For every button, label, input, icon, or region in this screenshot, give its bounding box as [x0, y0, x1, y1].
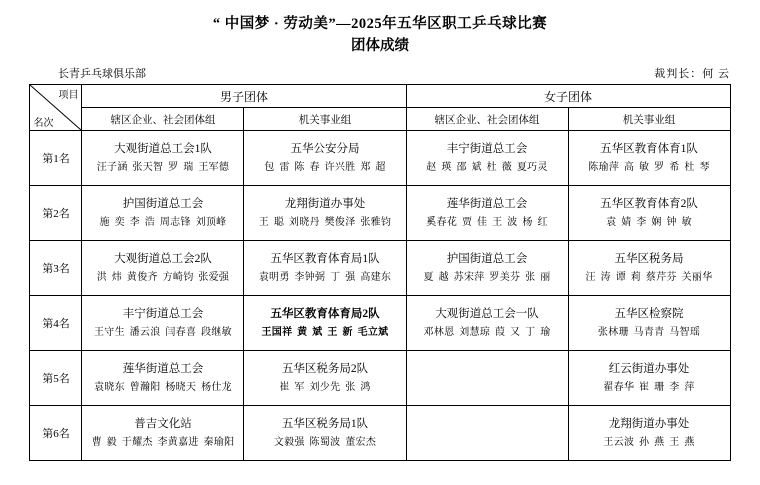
result-cell	[82, 406, 244, 461]
team-name: 大观街道总工会1队	[114, 143, 212, 155]
corner-header-project: 项目	[58, 90, 79, 101]
result-cell	[406, 186, 568, 241]
header-mens-government: 机关事业组	[244, 108, 406, 131]
player-list: 文毅强 陈蜀波 董宏杰	[273, 437, 377, 448]
team-name: 龙翔街道办事处	[284, 198, 366, 210]
rank-label: 第1名	[30, 131, 82, 186]
team-name: 五华区税务局2队	[281, 363, 369, 375]
rank-label: 第5名	[30, 351, 82, 406]
team-name: 红云街道办事处	[608, 363, 690, 375]
team-name: 五华公安分局	[290, 143, 360, 155]
team-name: 莲华街道总工会	[446, 198, 528, 210]
player-list: 赵 瑛 邵 斌 杜 薇 夏巧灵	[426, 162, 548, 173]
result-cell	[244, 296, 406, 351]
team-name: 五华区检察院	[614, 308, 684, 320]
team-name: 五华区税务局1队	[281, 418, 369, 430]
player-list: 汪 涛 谭 莉 蔡芹芬 关丽华	[585, 272, 713, 283]
team-name: 大观街道总工会一队	[435, 308, 539, 320]
player-list: 袁 婧 李 娴 钟 敏	[606, 217, 692, 228]
team-name: 莲华街道总工会	[122, 363, 204, 375]
result-cell	[244, 186, 406, 241]
player-list: 曹 毅 于耀杰 李黄嘉进 秦瑜阳	[91, 437, 235, 448]
rank-label: 第6名	[30, 406, 82, 461]
team-name: 五华区教育体育局1队	[270, 253, 380, 265]
result-cell	[82, 351, 244, 406]
table-row	[30, 241, 730, 296]
result-cell	[406, 296, 568, 351]
player-list: 崔 军 刘少先 张 鸿	[279, 382, 371, 393]
result-cell	[568, 351, 730, 406]
player-list: 施 奕 李 浩 周志锋 刘顶峰	[99, 217, 227, 228]
result-cell-empty	[406, 351, 568, 406]
header-womens-enterprise: 辖区企业、社会团体组	[406, 108, 568, 131]
table-row	[30, 186, 730, 241]
player-list: 王 聪 刘晓丹 樊俊泽 张雅钧	[258, 217, 392, 228]
player-list: 袁晓东 曾瀚阳 杨晓天 杨仕龙	[93, 382, 232, 393]
results-table	[29, 84, 730, 461]
result-cell	[244, 131, 406, 186]
player-list: 翟春华 崔 珊 李 萍	[603, 382, 695, 393]
result-cell	[568, 241, 730, 296]
team-name: 五华区税务局	[614, 253, 684, 265]
table-row	[30, 131, 730, 186]
player-list: 奚春花 贾 佳 王 波 杨 红	[426, 217, 548, 228]
result-cell	[82, 131, 244, 186]
player-list: 王云波 孙 燕 王 燕	[603, 437, 695, 448]
header-womens-group: 女子团体	[406, 85, 730, 108]
team-name: 五华区教育体育2队	[600, 198, 698, 210]
result-cell	[82, 296, 244, 351]
header-womens-government: 机关事业组	[568, 108, 730, 131]
document-subtitle: 团体成绩	[351, 38, 409, 54]
team-name: 护国街道总工会	[446, 253, 528, 265]
table-header-subgroup-row	[30, 108, 730, 131]
document-title: “ 中国梦 · 劳动美”—2025年五华区职工乒乓球比赛	[212, 16, 548, 32]
player-list: 袁明勇 李钟弼 丁 强 高建东	[258, 272, 392, 283]
player-list: 邓林恩 刘慧琼 葭 又 丁 瑜	[423, 327, 551, 338]
result-cell	[406, 241, 568, 296]
result-cell	[568, 406, 730, 461]
result-cell	[82, 186, 244, 241]
table-row	[30, 351, 730, 406]
header-mens-enterprise: 辖区企业、社会团体组	[82, 108, 244, 131]
player-list: 陈瑜萍 高 敏 罗 希 杜 琴	[588, 162, 710, 173]
result-cell	[244, 406, 406, 461]
team-name: 护国街道总工会	[122, 198, 204, 210]
referee-name: 裁判长：何 云	[654, 68, 730, 80]
table-row	[30, 296, 730, 351]
result-cell	[244, 351, 406, 406]
header-mens-group: 男子团体	[82, 85, 406, 108]
team-name: 五华区教育体育局2队	[270, 308, 380, 320]
player-list: 张林珊 马青青 马智瑶	[597, 327, 701, 338]
rank-label: 第4名	[30, 296, 82, 351]
team-name: 丰宁街道总工会	[122, 308, 204, 320]
team-name: 龙翔街道办事处	[608, 418, 690, 430]
rank-label: 第3名	[30, 241, 82, 296]
result-cell	[568, 296, 730, 351]
player-list: 洪 炜 黄俊齐 方崎钧 张爱强	[96, 272, 230, 283]
team-name: 大观街道总工会2队	[114, 253, 212, 265]
table-row	[30, 406, 730, 461]
team-name: 普吉文化站	[134, 418, 192, 430]
result-cell	[568, 186, 730, 241]
team-name: 五华区教育体育1队	[600, 143, 698, 155]
player-list: 王国祥 黄 斌 王 新 毛立斌	[261, 327, 389, 338]
corner-header-cell	[30, 85, 82, 131]
result-cell	[244, 241, 406, 296]
rank-label: 第2名	[30, 186, 82, 241]
player-list: 汪子涵 张天智 罗 瑞 王军德	[96, 162, 230, 173]
subheader-row	[0, 57, 760, 84]
table-header-group-row	[30, 85, 730, 108]
player-list: 王守生 潘云浪 闫春喜 段继敏	[93, 327, 232, 338]
player-list: 夏 越 苏宋萍 罗美芬 张 丽	[423, 272, 551, 283]
club-name: 长青乒乓球俱乐部	[58, 68, 146, 80]
player-list: 包 雷 陈 春 许兴胜 郑 超	[264, 162, 386, 173]
result-cell	[82, 241, 244, 296]
title-block	[0, 0, 760, 57]
result-cell	[568, 131, 730, 186]
result-cell-empty	[406, 406, 568, 461]
result-cell	[406, 131, 568, 186]
team-name: 丰宁街道总工会	[446, 143, 528, 155]
corner-header-rank: 名次	[33, 118, 54, 129]
